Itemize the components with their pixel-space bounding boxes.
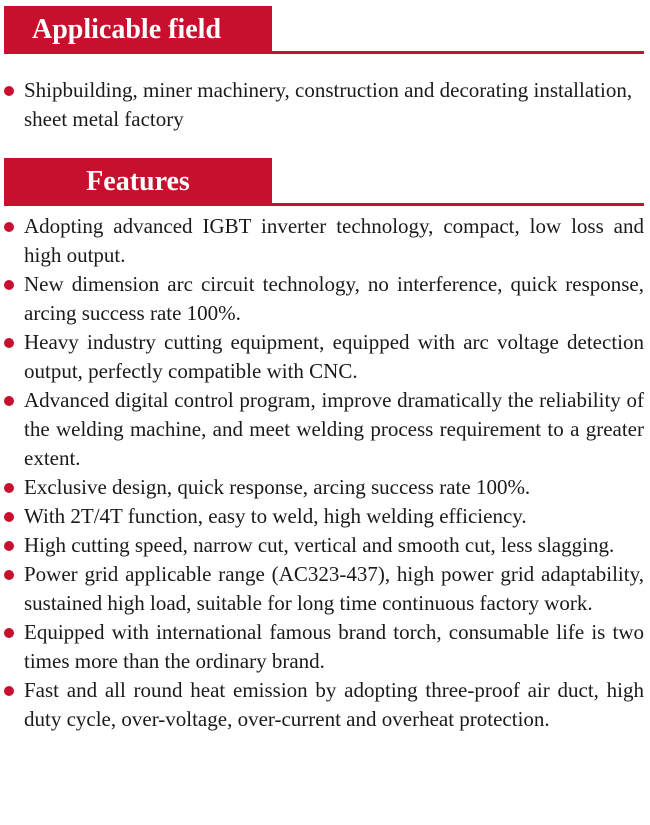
features-header [0,158,650,206]
list-item [4,76,644,134]
applicable-field-header [0,6,650,54]
list-item [4,386,644,473]
bullet-icon [4,483,14,493]
bullet-icon [4,280,14,290]
list-item-text: Heavy industry cutting equipment, equipped with arc voltage detection output, perfectly compatible with CNC. [24,330,644,383]
list-item [4,560,644,618]
bullet-icon [4,338,14,348]
list-item-text: Fast and all round heat emission by adopting three-proof air duct, high duty cycle, over-voltage, over-current and overheat protection. [24,678,644,731]
bullet-icon [4,570,14,580]
header-underline [4,51,644,54]
list-item [4,328,644,386]
features-list [0,212,650,734]
list-item-text: Exclusive design, quick response, arcing success rate 100%. [24,475,531,499]
list-item-text: Equipped with international famous brand torch, consumable life is two times more than the ordinary brand. [24,620,644,673]
list-item-text: High cutting speed, narrow cut, vertical and smooth cut, less slagging. [24,533,615,557]
bullet-icon [4,512,14,522]
features-title: Features [4,158,272,206]
list-item-text: Shipbuilding, miner machinery, construction and decorating installation, sheet metal factory [24,78,633,131]
list-item [4,212,644,270]
list-item [4,270,644,328]
list-item-text: Advanced digital control program, improve dramatically the reliability of the welding machine, and meet welding process requirement to a greater extent. [24,388,644,470]
applicable-field-title: Applicable field [4,6,272,54]
list-item-text: Power grid applicable range (AC323-437), high power grid adaptability, sustained high load, suitable for long time continuous factory work. [24,562,644,615]
bullet-icon [4,686,14,696]
list-item-text: With 2T/4T function, easy to weld, high welding efficiency. [24,504,527,528]
header-underline [4,203,644,206]
list-item-text: New dimension arc circuit technology, no interference, quick response, arcing success rate 100%. [24,272,644,325]
bullet-icon [4,86,14,96]
applicable-field-list [0,76,650,134]
list-item [4,676,644,734]
bullet-icon [4,222,14,232]
bullet-icon [4,628,14,638]
list-item [4,473,644,502]
list-item [4,531,644,560]
bullet-icon [4,541,14,551]
bullet-icon [4,396,14,406]
list-item [4,618,644,676]
list-item [4,502,644,531]
list-item-text: Adopting advanced IGBT inverter technology, compact, low loss and high output. [24,214,644,267]
